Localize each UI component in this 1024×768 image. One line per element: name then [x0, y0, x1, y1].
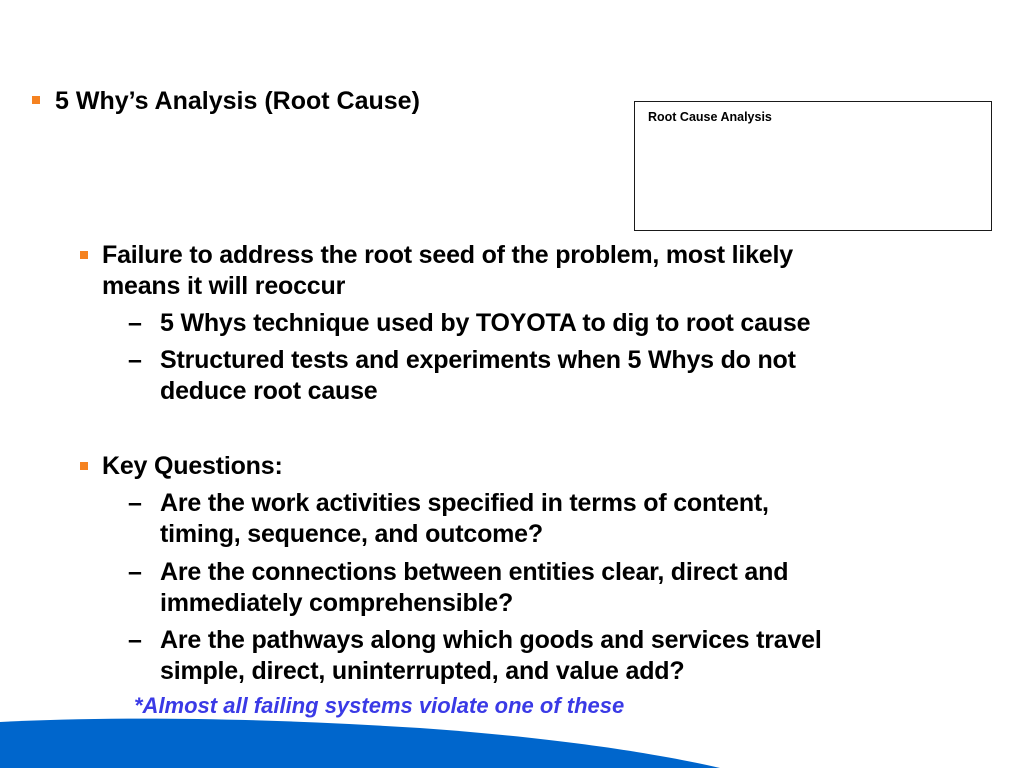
blue-swoosh-decoration — [0, 700, 1024, 768]
sub-bullet-item — [128, 625, 950, 687]
sub-bullet-line: Are the pathways along which goods and services travel — [160, 626, 822, 654]
sub-bullet-item — [128, 345, 950, 407]
sub-bullet-item — [128, 557, 950, 619]
footnote: *Almost all failing systems violate one of these — [134, 693, 625, 718]
sub-bullet-line: deduce root cause — [160, 377, 378, 405]
sub-bullet-line: Structured tests and experiments when 5 Whys do not — [160, 346, 796, 374]
root-cause-analysis-box — [634, 101, 992, 231]
bullet-line: Failure to address the root seed of the problem, most likely — [102, 241, 793, 269]
slide-title: 5 Why’s Analysis (Root Cause) — [55, 87, 420, 115]
sub-bullet-line: Are the work activities specified in terms of content, — [160, 489, 769, 517]
sub-bullet-line: 5 Whys technique used by TOYOTA to dig to root cause — [160, 309, 811, 337]
dash-bullet-icon: – — [128, 309, 142, 337]
sub-bullet-line: Are the connections between entities clear, direct and — [160, 558, 789, 586]
dash-bullet-icon: – — [128, 489, 142, 517]
sub-bullet-item — [128, 308, 950, 339]
sub-bullet-line: timing, sequence, and outcome? — [160, 520, 543, 548]
square-bullet-icon — [80, 462, 88, 470]
bullet-item — [102, 451, 922, 482]
square-bullet-icon — [32, 96, 40, 104]
bullet-item — [102, 240, 922, 302]
bullet-line: means it will reoccur — [102, 272, 346, 300]
dash-bullet-icon: – — [128, 626, 142, 654]
bullet-line: Key Questions: — [102, 452, 283, 480]
dash-bullet-icon: – — [128, 346, 142, 374]
sub-bullet-item — [128, 488, 950, 550]
dash-bullet-icon: – — [128, 558, 142, 586]
sub-bullet-line: simple, direct, uninterrupted, and value add? — [160, 657, 685, 685]
box-title: Root Cause Analysis — [648, 110, 772, 124]
square-bullet-icon — [80, 251, 88, 259]
sub-bullet-line: immediately comprehensible? — [160, 589, 514, 617]
